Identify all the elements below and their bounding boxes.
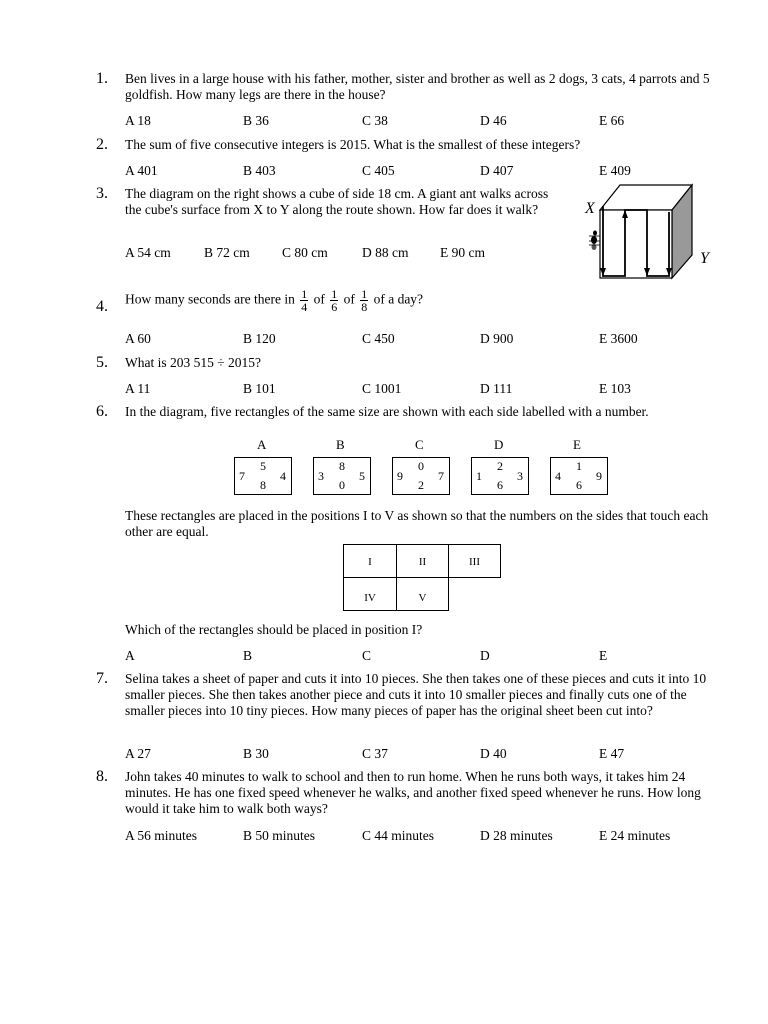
question-4-number: 4. [96, 298, 108, 315]
question-8-text: John takes 40 minutes to walk to school and then to run home. When he runs both ways, it takes him 24 minutes. He has one fixed speed whenever he walks, and another fixed speed whenever he runs. How long would it take him to walk both ways? [125, 769, 701, 816]
option-d: D 900 [480, 331, 514, 346]
option-b: B 30 [243, 746, 269, 761]
question-2-number: 2. [96, 136, 108, 153]
question-7-text: Selina takes a sheet of paper and cuts it into 10 pieces. She then takes one of these pieces and cuts it into 10 smaller pieces. She then takes another piece and cuts it into 10 smaller pieces and finally cuts one of the smaller pieces into 10 tiny pieces. How many pieces of paper has the original sheet been cut into? [125, 671, 707, 718]
option-a: A 18 [125, 113, 151, 128]
option-a: A [125, 648, 135, 663]
position-iv: IV [343, 577, 397, 611]
option-d: D 40 [480, 746, 507, 761]
option-e: E 409 [599, 163, 631, 178]
option-e: E 47 [599, 746, 625, 761]
option-c: C 1001 [362, 381, 402, 396]
position-ii: II [396, 544, 449, 578]
option-c: C 450 [362, 331, 395, 346]
cube-diagram [580, 180, 720, 285]
option-b: B 101 [243, 381, 276, 396]
option-a: A 56 minutes [125, 828, 198, 843]
cube-front-face [600, 210, 672, 278]
option-d: D 111 [480, 381, 513, 396]
rectangle-c: 0 2 9 7 [392, 457, 450, 495]
option-c: C [362, 648, 372, 663]
option-b: B 120 [243, 331, 276, 346]
fraction-2: $\frac{1}{6}$ [331, 287, 338, 314]
rect-label-c: C [415, 437, 424, 452]
cube-label-y: Y [700, 250, 709, 267]
question-6-number: 6. [96, 403, 108, 420]
rect-label-d: D [494, 437, 504, 452]
rect-label-a: A [257, 437, 267, 452]
option-b: B 50 minutes [243, 828, 316, 843]
fraction-1: $\frac{1}{4}$ [301, 287, 308, 314]
option-a: A 401 [125, 163, 158, 178]
question-1-text: Ben lives in a large house with his father, mother, sister and brother as well as 2 dogs, 3 cats, 4 parrots and 5 goldfish. How many legs are there in the house? [125, 71, 710, 102]
question-8-options [125, 828, 735, 844]
option-b: B [243, 648, 253, 663]
q4-text-before: How many seconds are there in [125, 291, 295, 307]
ant-icon [589, 231, 600, 251]
question-4-options [125, 331, 735, 347]
option-a: A 27 [125, 746, 151, 761]
option-c: C 37 [362, 746, 388, 761]
question-7-number: 7. [96, 670, 108, 687]
option-c: C 405 [362, 163, 395, 178]
cube-label-x: X [585, 200, 595, 217]
option-a: A 60 [125, 331, 151, 346]
option-c: C 44 minutes [362, 828, 435, 843]
rect-label-e: E [573, 437, 581, 452]
question-3-options [125, 245, 555, 261]
q4-text-after: of a day? [373, 291, 424, 307]
question-6-text-2: These rectangles are placed in the positions I to V as shown so that the numbers on the sides that touch each other are equal. [125, 508, 709, 539]
question-1-number: 1. [96, 70, 108, 87]
option-e: E 24 minutes [599, 828, 671, 843]
question-6-text: In the diagram, five rectangles of the same size are shown with each side labelled with a number. [125, 404, 649, 419]
question-3-number: 3. [96, 185, 108, 202]
question-1-options [125, 113, 735, 129]
question-5-text: What is 203 515 ÷ 2015? [125, 355, 262, 370]
question-8-number: 8. [96, 768, 108, 785]
question-2-options [125, 163, 735, 179]
question-4-text: How many seconds are there in $\frac{1}{4}$ of $\frac{1}{6}$ of $\frac{1}{8}$ of a day? [125, 287, 424, 314]
option-d: D 28 minutes [480, 828, 553, 843]
rectangle-d: 2 6 1 3 [471, 457, 529, 495]
question-6-options [125, 648, 735, 664]
option-e: E 66 [599, 113, 625, 128]
position-i: I [343, 544, 397, 578]
question-2-text: The sum of five consecutive integers is 2015. What is the smallest of these integers? [125, 137, 581, 152]
option-e: E 90 cm [440, 245, 485, 260]
option-d: D 88 cm [362, 245, 409, 260]
rect-label-b: B [336, 437, 345, 452]
rectangle-b: 8 0 3 5 [313, 457, 371, 495]
option-e: E 3600 [599, 331, 638, 346]
option-d: D [480, 648, 490, 663]
fraction-3: $\frac{1}{8}$ [361, 287, 368, 314]
question-6-text-3: Which of the rectangles should be placed in position I? [125, 622, 423, 637]
rectangle-e: 1 6 4 9 [550, 457, 608, 495]
option-c: C 38 [362, 113, 388, 128]
rectangle-a: 5 8 7 4 [234, 457, 292, 495]
question-5-number: 5. [96, 354, 108, 371]
option-e: E 103 [599, 381, 631, 396]
option-c: C 80 cm [282, 245, 328, 260]
question-7-options [125, 746, 735, 762]
option-a: A 54 cm [125, 245, 171, 260]
position-v: V [396, 577, 449, 611]
option-d: D 46 [480, 113, 507, 128]
option-b: B 36 [243, 113, 269, 128]
option-b: B 403 [243, 163, 276, 178]
option-d: D 407 [480, 163, 514, 178]
question-3-text: The diagram on the right shows a cube of side 18 cm. A giant ant walks across the cube's surface from X to Y along the route shown. How far does it walk? [125, 186, 549, 217]
option-e: E [599, 648, 608, 663]
position-iii: III [448, 544, 501, 578]
question-5-options [125, 381, 735, 397]
option-b: B 72 cm [204, 245, 250, 260]
option-a: A 11 [125, 381, 151, 396]
